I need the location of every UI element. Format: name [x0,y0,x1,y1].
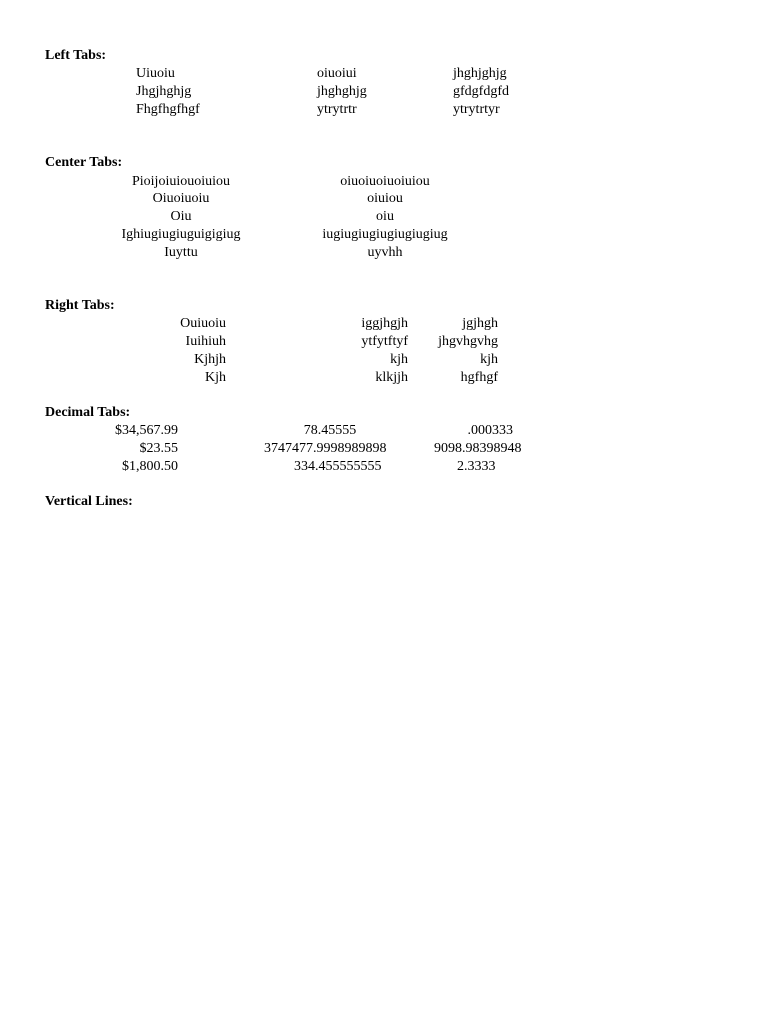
right-tab-cell: jgjhgh [462,316,498,331]
right-tab-cell: iggjhgjh [361,316,408,331]
left-tab-cell: Jhgjhghjg [136,84,192,99]
right-tab-cell: klkjjh [375,370,408,385]
left-tab-cell: ytrytrtr [317,102,357,117]
right-tab-cell: hgfhgf [460,370,498,385]
right-tab-cell: Kjhjh [194,352,226,367]
decimal-tab-cell: 2.3333 [457,459,496,474]
right-tab-cell: Kjh [205,370,226,385]
right-tab-cell: jhgvhgvhg [438,334,498,349]
decimal-tab-cell: .000333 [467,423,513,438]
right-tabs-heading: Right Tabs: [45,298,115,313]
center-tab-cell: Oiuoiuoiu [152,191,210,206]
center-tab-cell: Ighiugiugiuguigigiug [121,227,241,242]
center-tab-cell: oiuiou [367,191,403,206]
right-tab-cell: kjh [390,352,408,367]
center-tab-cell: Oiu [170,209,192,224]
left-tab-cell: ytrytrtyr [453,102,500,117]
left-tab-cell: gfdgfdgfd [453,84,509,99]
right-tab-cell: ytfytftyf [361,334,408,349]
center-tab-cell: uyvhh [367,245,403,260]
decimal-tab-cell: $34,567.99 [115,423,178,438]
left-tabs-heading: Left Tabs: [45,48,107,63]
vertical-lines-heading: Vertical Lines: [45,494,133,509]
center-tab-cell: oiuoiuoiuoiuiou [340,174,430,189]
left-tab-cell: Fhgfhgfhgf [136,102,200,117]
center-tab-cell: oiu [376,209,394,224]
left-tab-cell: jhghjghjg [453,66,507,81]
decimal-tabs-heading: Decimal Tabs: [45,405,131,420]
decimal-tab-cell: $23.55 [139,441,178,456]
center-tabs-heading: Center Tabs: [45,155,123,170]
left-tab-cell: oiuoiui [317,66,357,81]
decimal-tab-cell: 78.45555 [303,423,357,438]
decimal-tab-cell: 334.455555555 [294,459,382,474]
right-tab-cell: Ouiuoiu [180,316,226,331]
decimal-tab-cell: 9098.98398948 [434,441,522,456]
center-tab-cell: Iuyttu [164,245,198,260]
decimal-tab-cell: 3747477.9998989898 [264,441,387,456]
left-tab-cell: jhghghjg [317,84,367,99]
decimal-tab-cell: $1,800.50 [122,459,178,474]
center-tab-cell: iugiugiugiugiugiugiug [322,227,448,242]
center-tab-cell: Pioijoiuiouoiuiou [131,174,231,189]
right-tab-cell: Iuihiuh [185,334,226,349]
right-tab-cell: kjh [480,352,498,367]
left-tab-cell: Uiuoiu [136,66,175,81]
